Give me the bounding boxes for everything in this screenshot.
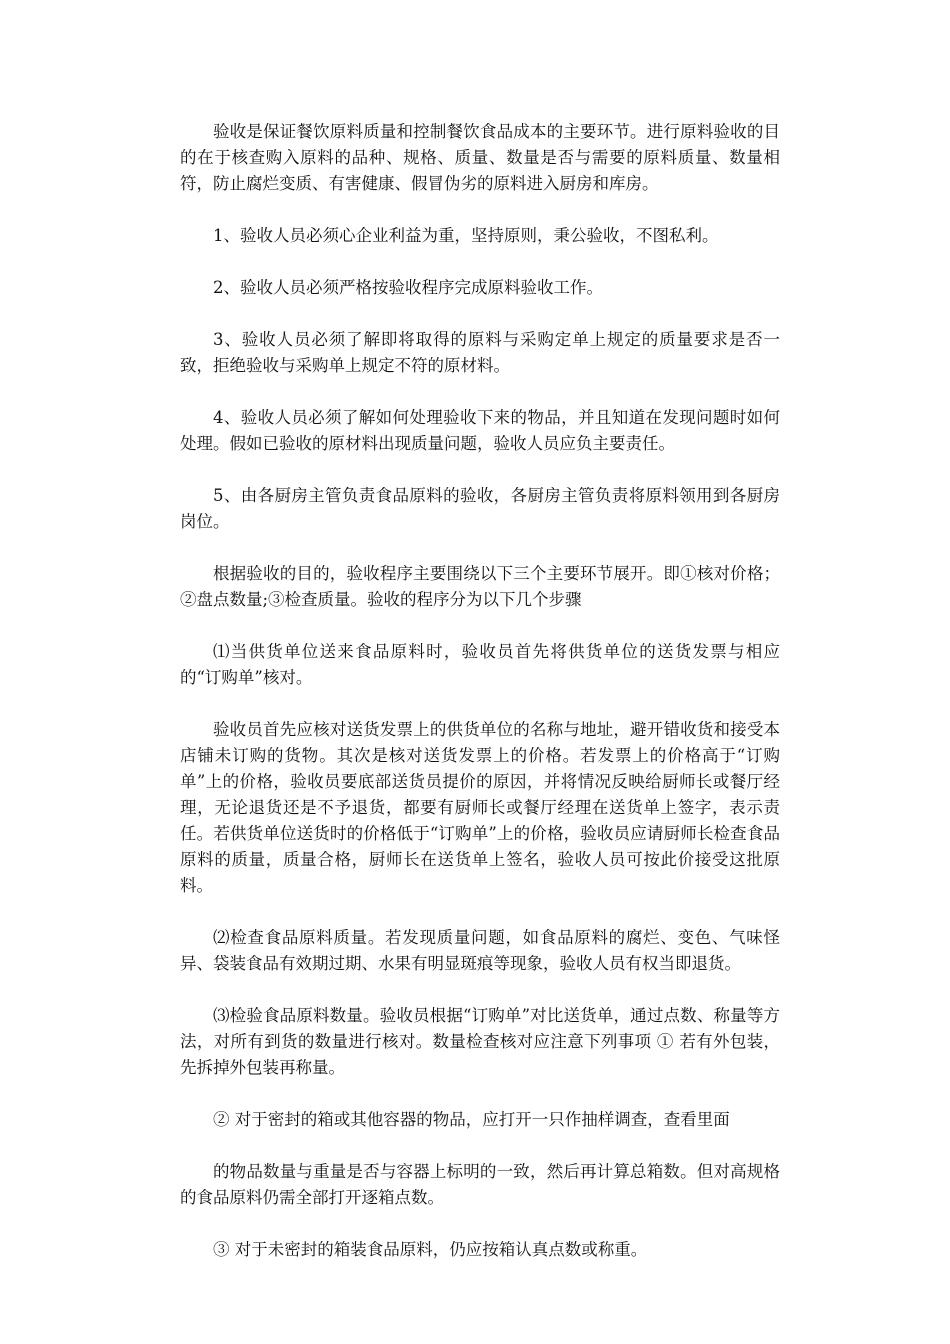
paragraph-step-3-item-3: ③ 对于未密封的箱装食品原料，仍应按箱认真点数或称重。 [213, 1240, 648, 1259]
document-body [180, 119, 780, 1289]
paragraph-step-1: ⑴当供货单位送来食品原料时，验收员首先将供货单位的送货发票与相应的“订购单”核对。 [180, 642, 780, 687]
paragraph-step-2: ⑵检查食品原料质量。若发现质量问题，如食品原料的腐烂、变色、气味怪异、袋装食品有效期过期、水果有明显斑痕等现象，验收人员有权当即退货。 [180, 928, 780, 973]
paragraph-rule-4: 4、验收人员必须了解如何处理验收下来的物品，并且知道在发现问题时如何处理。假如已验收的原材料出现质量问题，验收人员应负主要责任。 [180, 408, 780, 453]
paragraph-step-1-detail: 验收员首先应核对送货发票上的供货单位的名称与地址，避开错收货和接受本店铺未订购的货物。其次是核对送货发票上的价格。若发票上的价格高于“订购单”上的价格，验收员要底部送货员提价的原因，并将情况反映给厨师长或餐厅经理，无论退货还是不予退货，都要有厨师长或餐厅经理在送货单上签字，表示责任。若供货单位送货时的价格低于“订购单”上的价格，验收员应请厨师长检查食品原料的质量，质量合格，厨师长在送货单上签名，验收人员可按此价接受这批原料。 [180, 720, 780, 895]
paragraph-step-3: ⑶检验食品原料数量。验收员根据“订购单”对比送货单，通过点数、称量等方法，对所有到货的数量进行核对。数量检查核对应注意下列事项 ① 若有外包装，先拆掉外包装再称量。 [180, 1006, 780, 1077]
paragraph-step-3-item-2: ② 对于密封的箱或其他容器的物品，应打开一只作抽样调查，查看里面 [213, 1110, 730, 1129]
paragraph-rule-3: 3、验收人员必须了解即将取得的原料与采购定单上规定的质量要求是否一致，拒绝验收与采购单上规定不符的原材料。 [180, 330, 780, 375]
paragraph-rule-1: 1、验收人员必须心企业利益为重，坚持原则，秉公验收，不图私利。 [213, 226, 719, 245]
paragraph-step-3-item-2-cont: 的物品数量与重量是否与容器上标明的一致，然后再计算总箱数。但对高规格的食品原料仍需全部打开逐箱点数。 [180, 1162, 780, 1207]
paragraph-intro: 验收是保证餐饮原料质量和控制餐饮食品成本的主要环节。进行原料验收的目的在于核查购入原料的品种、规格、质量、数量是否与需要的原料质量、数量相符，防止腐烂变质、有害健康、假冒伪劣的原料进入厨房和库房。 [180, 122, 780, 193]
paragraph-rule-5: 5、由各厨房主管负责食品原料的验收，各厨房主管负责将原料领用到各厨房岗位。 [180, 486, 780, 531]
paragraph-rule-2: 2、验收人员必须严格按验收程序完成原料验收工作。 [213, 278, 603, 297]
paragraph-procedure-overview: 根据验收的目的，验收程序主要围绕以下三个主要环节展开。即①核对价格；②盘点数量;③检查质量。验收的程序分为以下几个步骤 [180, 564, 780, 609]
